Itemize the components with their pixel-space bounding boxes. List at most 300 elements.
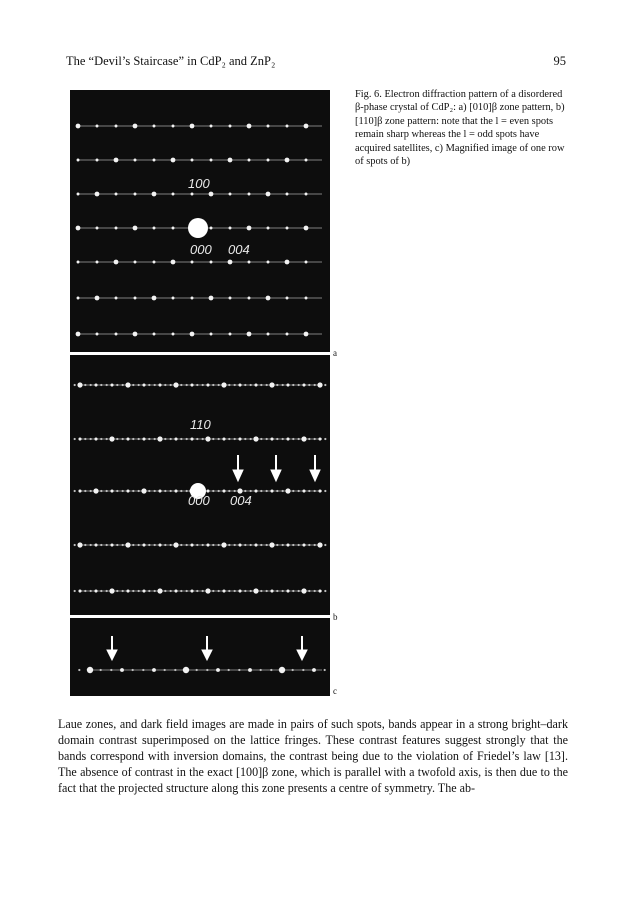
diffraction-spot bbox=[94, 383, 97, 386]
satellite-spot bbox=[132, 438, 134, 440]
diffraction-spot bbox=[94, 543, 97, 546]
diffraction-spot bbox=[153, 333, 156, 336]
origin-label-a: 000 bbox=[190, 242, 212, 257]
diffraction-spot bbox=[285, 260, 290, 265]
diffraction-spot bbox=[77, 261, 80, 264]
satellite-spot bbox=[298, 438, 300, 440]
satellite-spot bbox=[292, 438, 294, 440]
diffraction-spot bbox=[191, 261, 194, 264]
satellite-spot bbox=[138, 384, 140, 386]
diffraction-spot bbox=[96, 333, 99, 336]
satellite-spot bbox=[276, 544, 278, 546]
diffraction-spot bbox=[172, 125, 175, 128]
satellite-spot bbox=[212, 590, 214, 592]
satellite-spot bbox=[234, 384, 236, 386]
satellite-spot bbox=[266, 544, 268, 546]
diffraction-spot bbox=[267, 227, 270, 230]
diffraction-spot bbox=[190, 332, 195, 337]
diffraction-spot bbox=[96, 227, 99, 230]
diffraction-spot bbox=[238, 383, 241, 386]
diffraction-spot bbox=[210, 125, 213, 128]
satellite-spot bbox=[164, 490, 166, 492]
diffraction-spot bbox=[126, 489, 129, 492]
diffraction-spot bbox=[286, 437, 289, 440]
body-text: Laue zones, and dark field images are made in pairs of such spots, bands appear in a strong bright–dark domain contrast superimposed on the lattice fringes. These contrast features suggest strongly that the bands correspond with inversion domains, the contrast being due to the violation of Friedel’s law [13]. The absence of contrast in the exact [100]β zone, which is parallel with a twofold axis, is then due to the fact that the projected structure along this zone presents a centre of symmetry. The ab- bbox=[58, 717, 568, 795]
satellite-spot bbox=[106, 438, 108, 440]
diffraction-spot bbox=[142, 383, 145, 386]
diffraction-spot bbox=[247, 124, 252, 129]
origin-label-b: 000 bbox=[188, 493, 210, 508]
satellite-spot bbox=[250, 544, 252, 546]
diffraction-spot bbox=[302, 383, 305, 386]
diffraction-spot bbox=[248, 159, 251, 162]
row-label-a: 100 bbox=[188, 176, 210, 191]
satellite-spot bbox=[110, 669, 112, 671]
satellite-spot bbox=[218, 438, 220, 440]
diffraction-spot bbox=[96, 159, 99, 162]
diffraction-spot bbox=[222, 589, 225, 592]
satellite-spot bbox=[308, 438, 310, 440]
diffraction-spot bbox=[190, 383, 193, 386]
satellite-spot bbox=[180, 384, 182, 386]
satellite-spot bbox=[74, 438, 76, 440]
diffraction-spot bbox=[110, 489, 113, 492]
satellite-spot bbox=[202, 438, 204, 440]
satellite-spot bbox=[202, 384, 204, 386]
diffraction-spot bbox=[254, 383, 257, 386]
diffraction-spot bbox=[267, 333, 270, 336]
satellite-spot bbox=[202, 590, 204, 592]
satellite-spot bbox=[148, 590, 150, 592]
diffraction-spot bbox=[153, 261, 156, 264]
diffraction-spot bbox=[158, 489, 161, 492]
diffraction-spot bbox=[238, 437, 241, 440]
diffraction-spot bbox=[286, 543, 289, 546]
satellite-spot bbox=[148, 490, 150, 492]
satellite-spot bbox=[180, 544, 182, 546]
diffraction-spot bbox=[304, 124, 309, 129]
satellite-spot bbox=[100, 384, 102, 386]
diffraction-spot bbox=[318, 589, 321, 592]
satellite-spot bbox=[132, 590, 134, 592]
diffraction-pattern-a bbox=[70, 90, 330, 352]
diffraction-spot bbox=[134, 297, 137, 300]
satellite-spot bbox=[106, 590, 108, 592]
diffraction-spot bbox=[318, 437, 321, 440]
page-number: 95 bbox=[553, 54, 566, 68]
satellite-spot bbox=[170, 438, 172, 440]
satellite-spot bbox=[266, 384, 268, 386]
caption-text: Fig. 6. Electron diffraction pattern of a disordered β-phase crystal of CdP₂: a) [010]β zone pattern, b) [110]β zone pattern: note that the l = even spots remain sharp whereas the l = odd spots have acquired satellites, c) Magnified image of one row of spots of b) bbox=[355, 89, 565, 168]
running-title: The “Devil’s Staircase” in CdP₂ and ZnP₂ bbox=[66, 54, 276, 68]
satellite-spot bbox=[186, 590, 188, 592]
satellite-spot bbox=[228, 669, 230, 671]
diffraction-spot bbox=[134, 261, 137, 264]
diffraction-spot bbox=[253, 436, 258, 441]
satellite-spot bbox=[174, 669, 176, 671]
satellite-spot bbox=[154, 438, 156, 440]
diffraction-spot bbox=[305, 297, 308, 300]
diffraction-spot bbox=[247, 332, 252, 337]
diffraction-spot bbox=[305, 261, 308, 264]
arrow-icon bbox=[310, 455, 320, 481]
satellite-spot bbox=[74, 490, 76, 492]
satellite-spot bbox=[298, 544, 300, 546]
satellite-spot bbox=[206, 669, 208, 671]
satellite-spot bbox=[234, 544, 236, 546]
satellite-spot bbox=[138, 590, 140, 592]
arrow-icon bbox=[202, 636, 212, 660]
satellite-spot bbox=[324, 590, 326, 592]
diffraction-spot bbox=[183, 667, 189, 673]
satellite-spot bbox=[196, 438, 198, 440]
satellite-spot bbox=[170, 590, 172, 592]
diffraction-spot bbox=[174, 437, 177, 440]
satellite-spot bbox=[106, 490, 108, 492]
satellite-spot bbox=[106, 544, 108, 546]
diffraction-spot bbox=[191, 297, 194, 300]
panel-letter-c: c bbox=[333, 686, 337, 696]
satellite-spot bbox=[260, 590, 262, 592]
satellite-spot bbox=[266, 438, 268, 440]
satellite-spot bbox=[218, 490, 220, 492]
diffraction-spot bbox=[172, 333, 175, 336]
diffraction-spot bbox=[172, 227, 175, 230]
diffraction-spot bbox=[133, 124, 138, 129]
satellite-spot bbox=[250, 438, 252, 440]
satellite-spot bbox=[90, 490, 92, 492]
satellite-spot bbox=[260, 384, 262, 386]
diffraction-spot bbox=[317, 382, 322, 387]
satellite-spot bbox=[84, 384, 86, 386]
diffraction-spot bbox=[285, 158, 290, 163]
satellite-spot bbox=[276, 384, 278, 386]
satellite-spot bbox=[234, 590, 236, 592]
satellite-spot bbox=[218, 544, 220, 546]
diffraction-spot bbox=[210, 261, 213, 264]
row-label-b: 110 bbox=[190, 417, 211, 432]
satellite-spot bbox=[100, 438, 102, 440]
diffraction-spot bbox=[134, 193, 137, 196]
diffraction-figure bbox=[70, 90, 330, 696]
diffraction-spot bbox=[205, 436, 210, 441]
satellite-spot bbox=[298, 384, 300, 386]
diffraction-spot bbox=[302, 543, 305, 546]
diffraction-spot bbox=[254, 489, 257, 492]
diffraction-spot bbox=[152, 192, 157, 197]
diffraction-spot bbox=[172, 297, 175, 300]
satellite-spot bbox=[74, 590, 76, 592]
satellite-spot bbox=[282, 384, 284, 386]
diffraction-spot bbox=[78, 489, 81, 492]
diffraction-spot bbox=[286, 333, 289, 336]
diffraction-spot bbox=[115, 227, 118, 230]
diffraction-spot bbox=[229, 297, 232, 300]
diffraction-spot bbox=[115, 297, 118, 300]
diffraction-spot bbox=[270, 589, 273, 592]
satellite-spot bbox=[324, 438, 326, 440]
satellite-spot bbox=[100, 669, 102, 671]
satellite-spot bbox=[196, 384, 198, 386]
diffraction-spot bbox=[158, 543, 161, 546]
diffraction-spot bbox=[109, 436, 114, 441]
satellite-spot bbox=[244, 384, 246, 386]
diffraction-spot bbox=[305, 159, 308, 162]
satellite-spot bbox=[260, 490, 262, 492]
satellite-spot bbox=[122, 590, 124, 592]
diffraction-spot bbox=[229, 333, 232, 336]
diffraction-spot bbox=[229, 227, 232, 230]
diffraction-spot bbox=[286, 589, 289, 592]
diffraction-spot bbox=[216, 668, 220, 672]
diffraction-spot bbox=[267, 159, 270, 162]
diffraction-spot bbox=[266, 296, 271, 301]
satellite-spot bbox=[292, 384, 294, 386]
satellite-spot bbox=[228, 490, 230, 492]
satellite-spot bbox=[212, 490, 214, 492]
diffraction-spot bbox=[221, 542, 226, 547]
diffraction-spot bbox=[125, 542, 130, 547]
satellite-spot bbox=[122, 384, 124, 386]
diffraction-panel-a bbox=[70, 90, 330, 352]
diffraction-spot bbox=[93, 488, 98, 493]
diffraction-spot bbox=[254, 543, 257, 546]
satellite-spot bbox=[282, 590, 284, 592]
diffraction-spot bbox=[238, 589, 241, 592]
diffraction-spot bbox=[173, 382, 178, 387]
satellite-spot bbox=[170, 490, 172, 492]
diffraction-spot bbox=[304, 332, 309, 337]
diffraction-spot bbox=[318, 489, 321, 492]
diffraction-spot bbox=[210, 159, 213, 162]
diffraction-spot bbox=[270, 437, 273, 440]
satellite-spot bbox=[314, 544, 316, 546]
diffraction-spot bbox=[286, 297, 289, 300]
diffraction-spot bbox=[76, 124, 81, 129]
satellite-spot bbox=[260, 438, 262, 440]
satellite-spot bbox=[74, 544, 76, 546]
satellite-spot bbox=[122, 544, 124, 546]
diffraction-spot bbox=[142, 543, 145, 546]
satellite-spot bbox=[202, 544, 204, 546]
satellite-spot bbox=[212, 384, 214, 386]
diffraction-spot bbox=[222, 437, 225, 440]
satellite-spot bbox=[132, 669, 134, 671]
spot-label-a: 004 bbox=[228, 242, 250, 257]
satellite-spot bbox=[164, 590, 166, 592]
satellite-spot bbox=[314, 590, 316, 592]
diffraction-pattern-c bbox=[70, 618, 330, 696]
diffraction-spot bbox=[94, 437, 97, 440]
diffraction-spot bbox=[114, 158, 119, 163]
diffraction-spot bbox=[248, 261, 251, 264]
satellite-spot bbox=[116, 544, 118, 546]
diffraction-spot bbox=[126, 437, 129, 440]
diffraction-spot bbox=[114, 260, 119, 265]
diffraction-spot bbox=[270, 489, 273, 492]
diffraction-spot bbox=[269, 382, 274, 387]
diffraction-spot bbox=[248, 297, 251, 300]
satellite-spot bbox=[164, 438, 166, 440]
satellite-spot bbox=[298, 490, 300, 492]
diffraction-spot bbox=[253, 588, 258, 593]
satellite-spot bbox=[228, 438, 230, 440]
diffraction-spot bbox=[228, 158, 233, 163]
diffraction-spot bbox=[153, 159, 156, 162]
diffraction-spot bbox=[301, 436, 306, 441]
diffraction-spot bbox=[96, 125, 99, 128]
diffraction-spot bbox=[153, 227, 156, 230]
satellite-spot bbox=[276, 590, 278, 592]
satellite-spot bbox=[270, 669, 272, 671]
diffraction-spot bbox=[120, 668, 124, 672]
diffraction-spot bbox=[171, 158, 176, 163]
satellite-spot bbox=[250, 490, 252, 492]
diffraction-spot bbox=[76, 332, 81, 337]
diffraction-spot bbox=[317, 542, 322, 547]
diffraction-spot bbox=[172, 193, 175, 196]
diffraction-spot bbox=[285, 488, 290, 493]
satellite-spot bbox=[138, 544, 140, 546]
satellite-spot bbox=[84, 490, 86, 492]
satellite-spot bbox=[154, 590, 156, 592]
diffraction-spot bbox=[302, 489, 305, 492]
arrow-icon bbox=[297, 636, 307, 660]
running-header bbox=[66, 54, 566, 69]
satellite-spot bbox=[100, 544, 102, 546]
satellite-spot bbox=[84, 438, 86, 440]
diffraction-spot bbox=[190, 543, 193, 546]
body-paragraph bbox=[58, 716, 568, 796]
diffraction-spot bbox=[95, 296, 100, 301]
satellite-spot bbox=[218, 590, 220, 592]
diffraction-spot bbox=[125, 382, 130, 387]
diffraction-spot bbox=[269, 542, 274, 547]
satellite-spot bbox=[308, 384, 310, 386]
satellite-spot bbox=[282, 490, 284, 492]
satellite-spot bbox=[302, 669, 304, 671]
diffraction-spot bbox=[190, 124, 195, 129]
satellite-spot bbox=[324, 384, 326, 386]
diffraction-spot bbox=[96, 261, 99, 264]
diffraction-spot bbox=[77, 297, 80, 300]
diffraction-spot bbox=[222, 489, 225, 492]
satellite-spot bbox=[100, 490, 102, 492]
diffraction-spot bbox=[286, 227, 289, 230]
satellite-spot bbox=[164, 384, 166, 386]
diffraction-spot bbox=[279, 667, 285, 673]
diffraction-spot bbox=[115, 333, 118, 336]
diffraction-spot bbox=[301, 588, 306, 593]
satellite-spot bbox=[90, 544, 92, 546]
satellite-spot bbox=[138, 490, 140, 492]
satellite-spot bbox=[212, 438, 214, 440]
satellite-spot bbox=[260, 544, 262, 546]
satellite-spot bbox=[84, 590, 86, 592]
satellite-spot bbox=[170, 544, 172, 546]
diffraction-spot bbox=[205, 588, 210, 593]
diffraction-spot bbox=[157, 436, 162, 441]
diffraction-panel-b bbox=[70, 355, 330, 615]
satellite-spot bbox=[132, 384, 134, 386]
satellite-spot bbox=[324, 490, 326, 492]
satellite-spot bbox=[196, 590, 198, 592]
figure-caption bbox=[355, 88, 570, 168]
diffraction-spot bbox=[153, 125, 156, 128]
satellite-spot bbox=[116, 590, 118, 592]
diffraction-spot bbox=[191, 159, 194, 162]
satellite-spot bbox=[292, 490, 294, 492]
diffraction-spot bbox=[152, 668, 156, 672]
diffraction-spot bbox=[221, 382, 226, 387]
satellite-spot bbox=[122, 438, 124, 440]
diffraction-spot bbox=[267, 261, 270, 264]
satellite-spot bbox=[228, 544, 230, 546]
diffraction-spot bbox=[126, 589, 129, 592]
panel-letter-b: b bbox=[333, 612, 338, 622]
diffraction-spot bbox=[134, 159, 137, 162]
satellite-spot bbox=[154, 384, 156, 386]
satellite-spot bbox=[292, 544, 294, 546]
diffraction-spot bbox=[312, 668, 316, 672]
satellite-spot bbox=[74, 384, 76, 386]
satellite-spot bbox=[170, 384, 172, 386]
satellite-spot bbox=[266, 490, 268, 492]
satellite-spot bbox=[84, 544, 86, 546]
arrow-icon bbox=[233, 455, 243, 481]
diffraction-spot bbox=[157, 588, 162, 593]
satellite-spot bbox=[100, 590, 102, 592]
satellite-spot bbox=[106, 384, 108, 386]
diffraction-spot bbox=[190, 589, 193, 592]
satellite-spot bbox=[180, 438, 182, 440]
satellite-spot bbox=[276, 490, 278, 492]
diffraction-spot bbox=[209, 296, 214, 301]
arrow-icon bbox=[107, 636, 117, 660]
central-beam bbox=[188, 218, 208, 238]
diffraction-spot bbox=[158, 383, 161, 386]
diffraction-spot bbox=[109, 588, 114, 593]
satellite-spot bbox=[308, 544, 310, 546]
satellite-spot bbox=[228, 590, 230, 592]
satellite-spot bbox=[308, 490, 310, 492]
satellite-spot bbox=[282, 438, 284, 440]
diffraction-spot bbox=[94, 589, 97, 592]
diffraction-spot bbox=[78, 437, 81, 440]
diffraction-spot bbox=[77, 382, 82, 387]
diffraction-panel-c bbox=[70, 618, 330, 696]
diffraction-spot bbox=[173, 542, 178, 547]
satellite-spot bbox=[180, 490, 182, 492]
satellite-spot bbox=[282, 544, 284, 546]
diffraction-spot bbox=[304, 226, 309, 231]
spot-label-b: 004 bbox=[230, 493, 252, 508]
diffraction-spot bbox=[286, 193, 289, 196]
satellite-spot bbox=[292, 590, 294, 592]
satellite-spot bbox=[314, 490, 316, 492]
satellite-spot bbox=[132, 544, 134, 546]
satellite-spot bbox=[244, 544, 246, 546]
diffraction-spot bbox=[206, 543, 209, 546]
satellite-spot bbox=[154, 544, 156, 546]
satellite-spot bbox=[142, 669, 144, 671]
diffraction-spot bbox=[77, 193, 80, 196]
satellite-spot bbox=[244, 438, 246, 440]
satellite-spot bbox=[116, 438, 118, 440]
diffraction-spot bbox=[174, 489, 177, 492]
diffraction-pattern-b bbox=[70, 355, 330, 615]
diffraction-spot bbox=[142, 589, 145, 592]
